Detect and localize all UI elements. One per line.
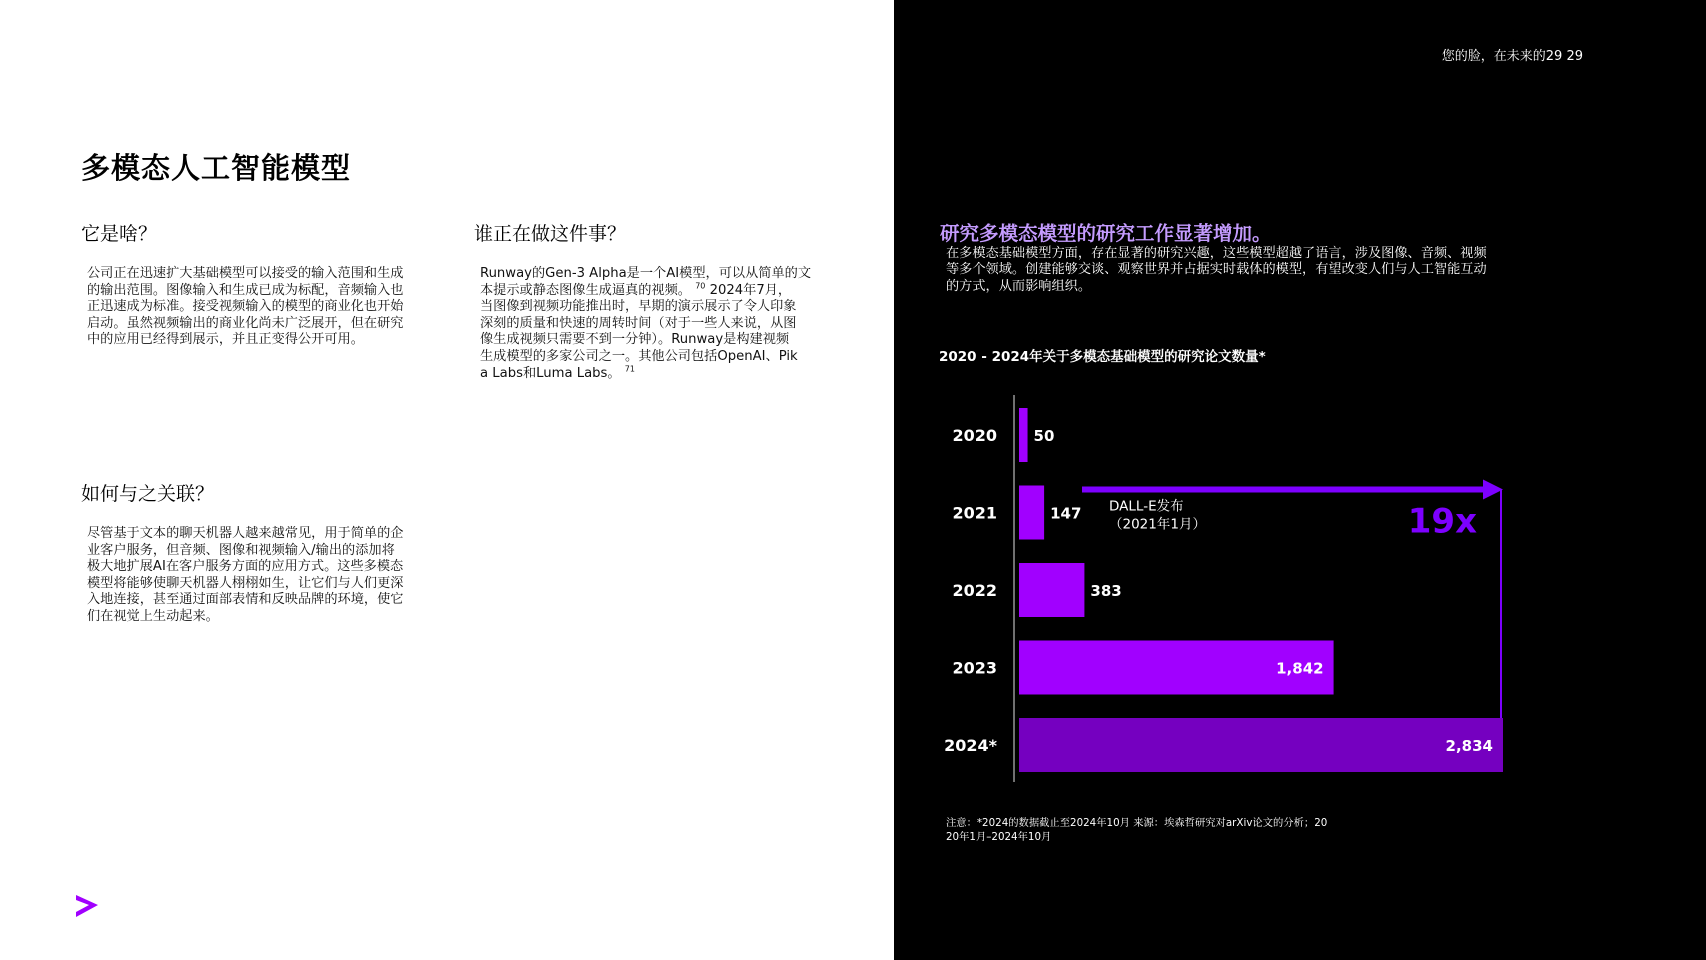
bar-chart	[894, 380, 1706, 800]
body-line: 当图像到视频功能推出时，早期的演示展示了令人印象	[480, 299, 797, 315]
section-heading-who: 谁正在做这件事？	[474, 223, 627, 245]
section-body-who	[480, 266, 855, 382]
body-line	[480, 283, 855, 300]
body-text: 2024年7月，	[705, 282, 792, 298]
body-line: 正迅速成为标准。接受视频输入的模型的商业化也开始	[87, 299, 404, 315]
bar	[1019, 408, 1028, 462]
category-label: 2021	[952, 503, 997, 523]
body-line: 公司正在迅速扩大基础模型可以接受的输入范围和生成	[87, 266, 404, 281]
section-body-relate	[87, 526, 457, 626]
data-label: 2,834	[1445, 737, 1493, 755]
note-line: 注意：*2024的数据截止至2024年10月 来源：埃森哲研究对arXiv论文的分析；20	[946, 817, 1328, 829]
data-label: 1,842	[1276, 659, 1324, 678]
body-line: 深刻的质量和快速的周转时间（对于一些人来说，从图	[480, 315, 797, 331]
page-title: 多模态人工智能模型	[81, 151, 352, 185]
section-heading-what: 它是啥？	[81, 223, 158, 245]
body-line: Runway的Gen-3 Alpha是一个AI模型，可以从简单的文	[480, 266, 812, 281]
note-line: 20年1月–2024年10月	[946, 831, 1052, 843]
chevron-logo-icon	[74, 893, 100, 919]
chart-section-title: 研究多模态模型的研究工作显著增加。	[940, 222, 1272, 245]
body-line: 尽管基于文本的聊天机器人越来越常见，用于简单的企	[87, 526, 404, 541]
body-line: 在多模态基础模型方面，存在显著的研究兴趣，这些模型超越了语言，涉及图像、音频、视频	[946, 246, 1487, 261]
body-line: 等多个领域。创建能够交谈、观察世界并占据实时载体的模型，有望改变人们与人工智能互动	[946, 262, 1487, 278]
bar	[1019, 718, 1503, 772]
footnote-ref: 71	[624, 364, 635, 374]
chart-section-body	[946, 246, 1556, 295]
bar	[1019, 486, 1044, 540]
category-label: 2022	[952, 581, 997, 600]
chart-note	[946, 816, 1366, 844]
annotation-text: DALL-E发布	[1109, 498, 1184, 515]
body-line: 业客户服务，但音频、图像和视频输入/输出的添加将	[87, 542, 395, 558]
body-line: 们在视觉上生动起来。	[87, 608, 219, 624]
bar	[1019, 563, 1084, 617]
body-line: 生成模型的多家公司之一。其他公司包括OpenAI、Pik	[480, 348, 798, 364]
right-panel	[894, 0, 1706, 960]
category-label: 2023	[952, 658, 997, 678]
footnote-ref: 70	[695, 281, 706, 291]
body-line: 像生成视频只需要不到一分钟）。Runway是构建视频	[480, 332, 790, 348]
body-line: 极大地扩展AI在客户服务方面的应用方式。这些多模态	[87, 559, 404, 575]
chart-title: 2020 - 2024年关于多模态基础模型的研究论文数量*	[939, 349, 1266, 365]
body-line: 启动。虽然视频输出的商业化尚未广泛展开，但在研究	[87, 315, 404, 331]
category-label: 2024*	[944, 736, 997, 755]
section-body-what	[87, 266, 457, 349]
body-text: 本提示或静态图像生成逼真的视频。	[480, 282, 696, 298]
growth-multiplier: 19x	[1407, 501, 1477, 542]
body-line: 的方式，从而影响组织。	[946, 278, 1092, 294]
section-heading-relate: 如何与之关联？	[81, 483, 215, 505]
data-label: 383	[1090, 582, 1122, 600]
data-label: 50	[1033, 427, 1055, 445]
page-number: 您的脸，在未来的29 29	[1441, 49, 1583, 64]
body-line: 入地连接，甚至通过面部表情和反映品牌的环境，使它	[87, 592, 404, 608]
body-line	[480, 366, 855, 383]
body-text: a Labs和Luma Labs。	[480, 365, 625, 381]
body-line: 的输出范围。图像输入和生成已成为标配，音频输入也	[87, 282, 404, 298]
data-label: 147	[1050, 504, 1082, 523]
body-line: 中的应用已经得到展示，并且正变得公开可用。	[87, 332, 364, 348]
category-label: 2020	[952, 426, 997, 445]
annotation-text: （2021年1月）	[1109, 516, 1206, 533]
body-line: 模型将能够使聊天机器人栩栩如生，让它们与人们更深	[87, 575, 404, 591]
